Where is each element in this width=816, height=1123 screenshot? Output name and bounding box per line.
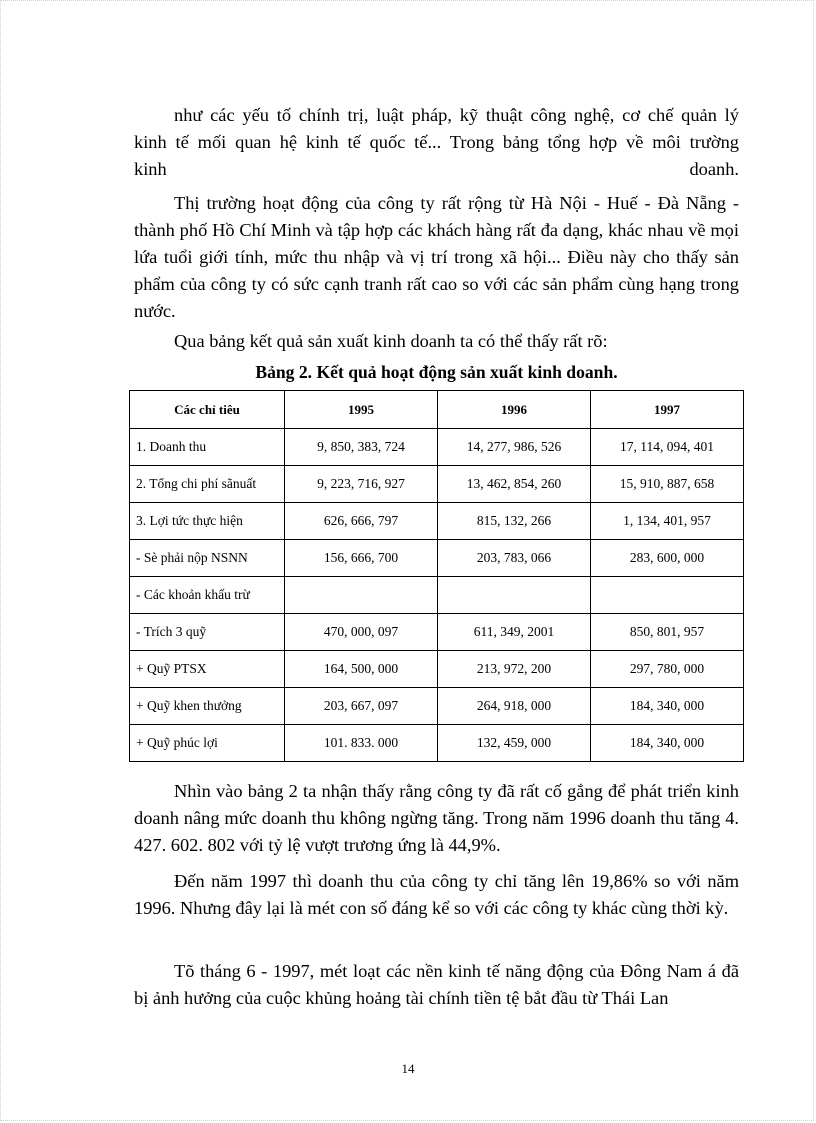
paragraph-intro [134,102,739,129]
table-cell-1996: 132, 459, 000 [438,725,591,762]
paragraph-intro-line3-start: kinh [134,159,167,179]
table-cell-1995: 9, 850, 383, 724 [285,429,438,466]
table-cell-1996: 13, 462, 854, 260 [438,466,591,503]
table-header-1996: 1996 [438,391,591,429]
table-header-1997: 1997 [591,391,744,429]
table-cell-1996: 611, 349, 2001 [438,614,591,651]
table-cell-1996: 14, 277, 986, 526 [438,429,591,466]
table-cell-1997: 184, 340, 000 [591,725,744,762]
table-cell-1997: 17, 114, 094, 401 [591,429,744,466]
table-cell-1996 [438,577,591,614]
table-row [130,688,744,725]
table-cell-1997: 850, 801, 957 [591,614,744,651]
table-cell-1995: 203, 667, 097 [285,688,438,725]
table-cell-1997 [591,577,744,614]
paragraph-crisis: Tõ tháng 6 - 1997, mét loạt các nền kinh tế năng động của Đông Nam á đã bị ảnh hưởng của cuộc khủng hoảng tài chính tiền tệ bắt đầu từ Thái Lan [134,961,739,1008]
results-table [129,390,744,762]
table-cell-1995: 101. 833. 000 [285,725,438,762]
table-cell-label: 3. Lợi tức thực hiện [130,503,285,540]
table-cell-label: - Các khoản khấu trừ [130,577,285,614]
page-number: 14 [401,1061,415,1076]
table-row [130,540,744,577]
table-header-row [130,391,744,429]
paragraph-1997: Đến năm 1997 thì doanh thu của công ty chỉ tăng lên 19,86% so với năm 1996. Nhưng đây lại là mét con số đáng kể so với các công ty khác cùng thời kỳ. [134,871,739,918]
table-cell-1997: 184, 340, 000 [591,688,744,725]
table-row [130,725,744,762]
table-cell-1996: 264, 918, 000 [438,688,591,725]
table-title: Bảng 2. Kết quả hoạt động sản xuất kinh doanh. [255,362,618,382]
paragraph-intro-line3-block [134,156,739,183]
table-cell-label: 1. Doanh thu [130,429,285,466]
table-cell-1995: 9, 223, 716, 927 [285,466,438,503]
table-cell-1995: 626, 666, 797 [285,503,438,540]
table-row [130,651,744,688]
table-cell-label: - Trích 3 quỹ [130,614,285,651]
table-cell-1997: 297, 780, 000 [591,651,744,688]
paragraph-market: Thị trường hoạt động của công ty rất rộng từ Hà Nội - Huế - Đà Nẵng - thành phố Hồ Chí Minh và tập hợp các khách hàng rất đa dạng, khác nhau về mọi lứa tuổi giới tính, mức thu nhập và vị trí trong xã hội... Điều này cho thấy sản phẩm của công ty có sức cạnh tranh rất cao so với các sản phẩm cùng hạng trong nước. [134,193,739,321]
table-header-indicator: Các chỉ tiêu [130,391,285,429]
table-cell-1995: 156, 666, 700 [285,540,438,577]
table-row [130,614,744,651]
table-cell-1996: 815, 132, 266 [438,503,591,540]
table-cell-label: 2. Tổng chi phí sãnuất [130,466,285,503]
paragraph-analysis: Nhìn vào bảng 2 ta nhận thấy rằng công ty đã rất cố gắng để phát triển kinh doanh nâng mức doanh thu không ngừng tăng. Trong năm 1996 doanh thu tăng 4. 427. 602. 802 với tỷ lệ vượt trương ứng là 44,9%. [134,781,739,855]
table-cell-1995 [285,577,438,614]
table-cell-label: + Quỹ khen thưởng [130,688,285,725]
table-cell-1997: 1, 134, 401, 957 [591,503,744,540]
paragraph-intro-line2-block [134,129,739,156]
table-cell-label: + Quỹ PTSX [130,651,285,688]
table-cell-1996: 203, 783, 066 [438,540,591,577]
table-cell-label: - Sè phải nộp NSNN [130,540,285,577]
table-cell-1997: 15, 910, 887, 658 [591,466,744,503]
paragraph-table-intro: Qua bảng kết quả sản xuất kinh doanh ta có thể thấy rất rõ: [174,331,608,351]
table-row [130,503,744,540]
table-header-1995: 1995 [285,391,438,429]
paragraph-intro-line3-end: doanh. [689,159,739,179]
table-cell-1995: 470, 000, 097 [285,614,438,651]
table-row [130,577,744,614]
table-cell-1995: 164, 500, 000 [285,651,438,688]
table-row [130,466,744,503]
table-cell-label: + Quỹ phúc lợi [130,725,285,762]
table-row [130,429,744,466]
paragraph-intro-line2: kinh tế mối quan hệ kinh tế quốc tế... Trong bảng tổng hợp về môi trường [134,132,739,152]
table-cell-1996: 213, 972, 200 [438,651,591,688]
paragraph-intro-line1: như các yếu tố chính trị, luật pháp, kỹ thuật công nghệ, cơ chế quản lý [174,105,739,125]
table-cell-1997: 283, 600, 000 [591,540,744,577]
